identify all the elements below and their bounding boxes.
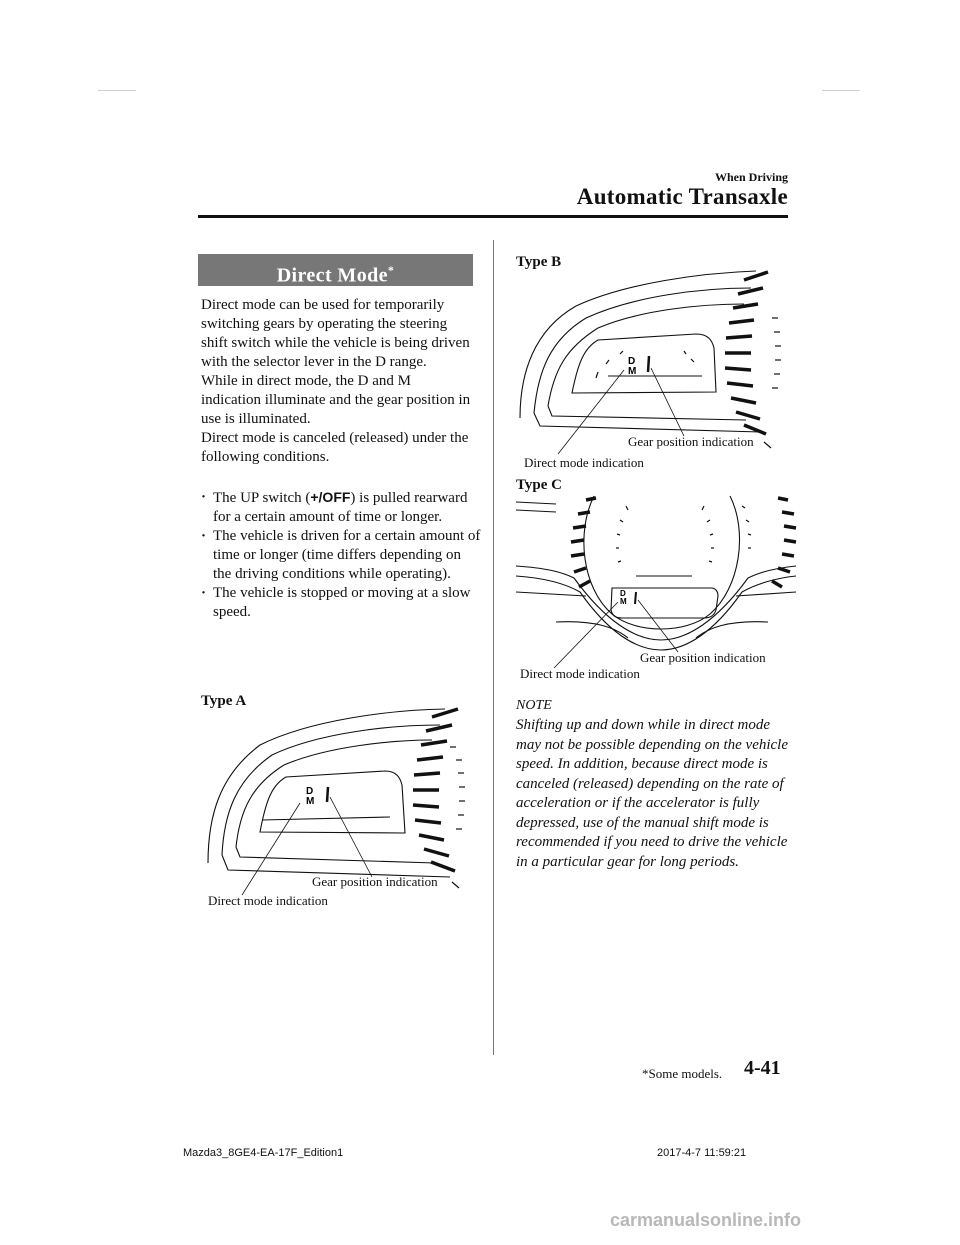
condition-item: · The vehicle is driven for a certain amount of time or longer (time differs depending on the driving conditions while operating).	[201, 527, 481, 584]
cancel-conditions-list	[201, 488, 481, 622]
running-header-chapter: Automatic Transaxle	[576, 184, 788, 209]
intro-paragraph: Direct mode is canceled (released) under the following conditions.	[201, 430, 469, 465]
some-models-mark: *	[387, 263, 395, 277]
type-a-letter-d: D	[306, 786, 314, 797]
type-c-letter-d: D	[620, 589, 626, 598]
type-a-illustration	[200, 705, 480, 915]
type-b-gear-caption: Gear position indication	[628, 434, 754, 449]
type-c-letter-m: M	[620, 597, 627, 606]
type-b-direct-caption: Direct mode indication	[524, 455, 644, 470]
crop-mark	[98, 90, 136, 91]
footnote: *Some models.	[642, 1066, 723, 1081]
type-b-illustration	[516, 268, 796, 473]
crop-mark	[822, 90, 860, 91]
type-c-direct-caption: Direct mode indication	[520, 666, 640, 681]
watermark: carmanualsonline.info	[610, 1210, 802, 1230]
type-c-label: Type C	[516, 477, 562, 493]
note-body: Shifting up and down while in direct mode may not be possible depending on the vehicle speed. In addition, because direct mode is canceled (released) depending on the rate of acceleration or if the accelerator is fully depressed, use of the manual shift mode is recommended if you need to drive the vehicle in a particular gear for long periods.	[516, 717, 789, 870]
type-a-letter-m: M	[306, 796, 315, 807]
type-c-gear-caption: Gear position indication	[640, 650, 766, 665]
condition-item: · The vehicle is stopped or moving at a slow speed.	[201, 584, 481, 622]
section-title: Direct Mode	[276, 264, 388, 287]
intro-paragraph: While in direct mode, the D and M indication illuminate and the gear position in use is illuminated.	[201, 373, 471, 427]
column-divider	[493, 240, 494, 1055]
intro-paragraph: Direct mode can be used for temporarily switching gears by operating the steering shift switch while the vehicle is being driven with the selector lever in the D range.	[201, 297, 470, 370]
type-a-gear-caption: Gear position indication	[312, 874, 438, 889]
section-title-bar	[198, 254, 473, 286]
header-rule	[198, 215, 788, 218]
type-b-letter-m: M	[628, 366, 637, 377]
type-a-label: Type A	[201, 693, 247, 709]
running-header-section: When Driving	[714, 170, 788, 184]
type-b-letter-d: D	[628, 356, 636, 367]
edition-label: Mazda3_8GE4-EA-17F_Edition1	[183, 1147, 344, 1159]
type-b-label: Type B	[516, 254, 562, 270]
page-number: 4-41	[744, 1057, 781, 1079]
type-c-illustration	[516, 492, 796, 684]
intro-text	[201, 296, 471, 467]
print-timestamp: 2017-4-7 11:59:21	[657, 1147, 747, 1159]
type-a-direct-caption: Direct mode indication	[208, 893, 328, 908]
up-switch-label: +/OFF	[310, 489, 351, 505]
note-title: NOTE	[516, 698, 552, 713]
condition-item: · The UP switch (+/OFF) is pulled rearward for a certain amount of time or longer.	[201, 488, 481, 527]
